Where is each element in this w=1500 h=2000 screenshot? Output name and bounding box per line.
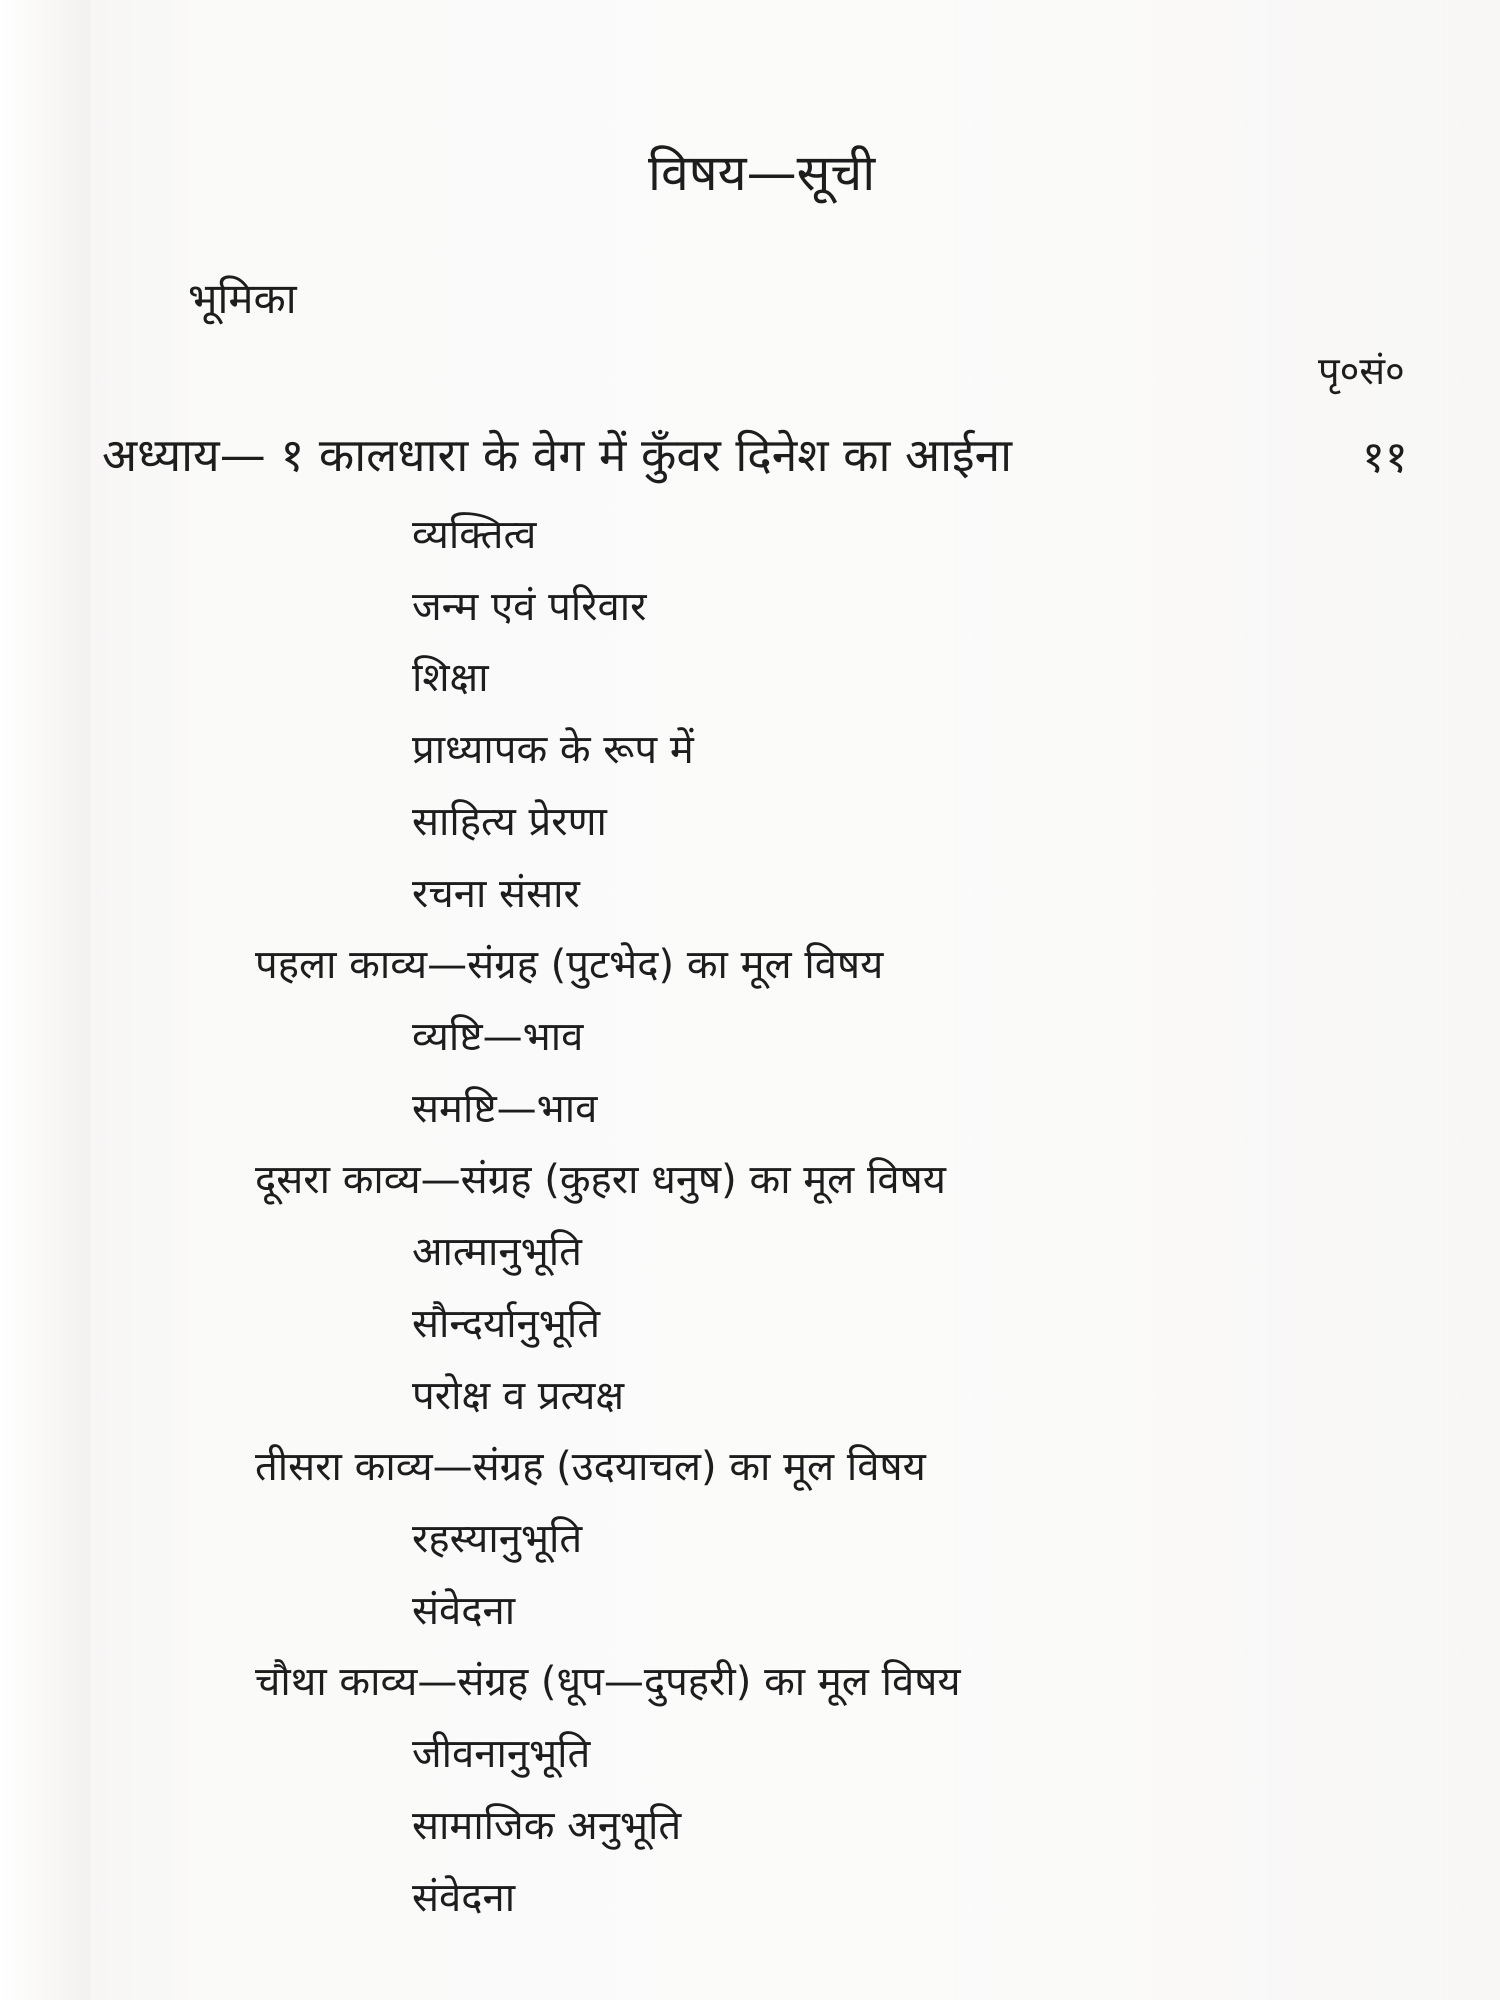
toc-subentry: शिक्षा [412, 655, 489, 701]
page-binding-edge [0, 0, 90, 2000]
toc-subentry: रचना संसार [412, 871, 580, 917]
toc-subentry: संवेदना [412, 1875, 516, 1921]
toc-subentry: व्यष्टि—भाव [412, 1014, 584, 1060]
toc-subentry: जन्म एवं परिवार [412, 584, 647, 630]
page-number-header: पृ०सं० [1318, 349, 1405, 393]
toc-subentry: परोक्ष व प्रत्यक्ष [412, 1373, 625, 1419]
chapter-1-title: अध्याय— १ कालधारा के वेग में कुँवर दिनेश का आईना [102, 428, 1013, 482]
chapter-1-page-number: ११ [1362, 432, 1408, 483]
toc-section: चौथा काव्य—संग्रह (धूप—दुपहरी) का मूल विषय [255, 1659, 961, 1705]
toc-subentry: आत्मानुभूति [412, 1229, 582, 1275]
toc-subentry: समष्टि—भाव [412, 1086, 598, 1132]
toc-subentry: साहित्य प्रेरणा [412, 799, 607, 845]
toc-subentry: प्राध्यापक के रूप में [412, 727, 694, 773]
toc-section: दूसरा काव्य—संग्रह (कुहरा धनुष) का मूल विषय [255, 1157, 946, 1203]
toc-subentry: जीवनानुभूति [412, 1731, 591, 1777]
toc-section: पहला काव्य—संग्रह (पुटभेद) का मूल विषय [255, 942, 884, 988]
toc-subentry: संवेदना [412, 1588, 516, 1634]
toc-subentry: रहस्यानुभूति [412, 1516, 583, 1562]
toc-subentry: व्यक्तित्व [412, 512, 537, 558]
toc-subentry: सौन्दर्यानुभूति [412, 1301, 601, 1347]
toc-entry-preface: भूमिका [188, 274, 297, 323]
toc-title: विषय—सूची [648, 144, 876, 202]
toc-subentry: सामाजिक अनुभूति [412, 1803, 682, 1849]
toc-section: तीसरा काव्य—संग्रह (उदयाचल) का मूल विषय [255, 1444, 926, 1490]
